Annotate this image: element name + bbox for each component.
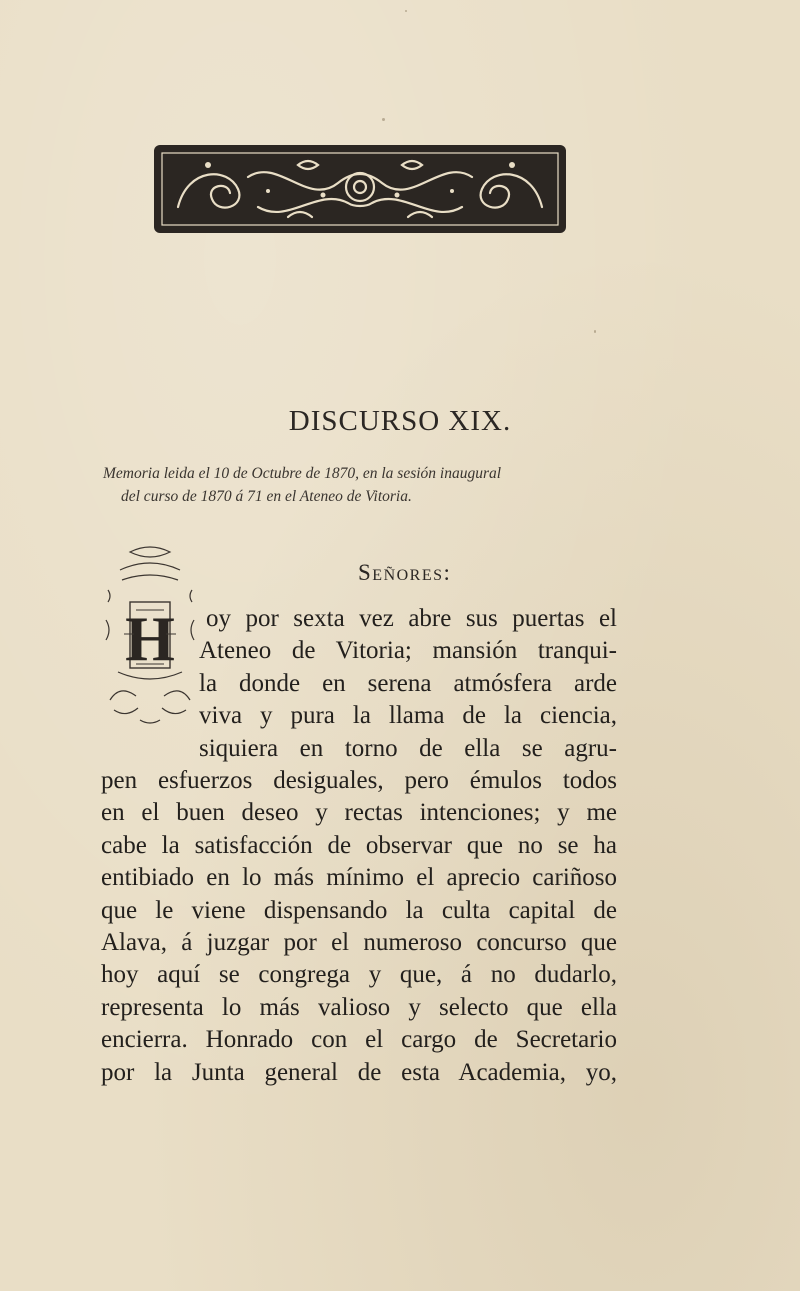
text-line: pen esfuerzos desiguales, pero émulos todos (101, 767, 617, 794)
memoria-line-2: del curso de 1870 á 71 en el Ateneo de Vitoria. (121, 488, 412, 505)
paper-speck (382, 118, 385, 121)
text-line: cabe la satisfacción de observar que no se ha (101, 831, 617, 859)
opening-paragraph-continued (101, 765, 617, 1089)
text-line: la donde en serena atmósfera arde (199, 669, 617, 697)
floral-headpiece-ornament (148, 137, 572, 241)
text-line: viva y pura la llama de la ciencia, (199, 702, 617, 730)
text-line: representa lo más valioso y selecto que ella (101, 993, 617, 1021)
text-line: hoy aquí se congrega y que, á no dudarlo, (101, 961, 617, 989)
text-line: siquiera en torno de ella se agru- (199, 734, 617, 762)
memoria-subtitle (103, 462, 623, 508)
drop-cap-letter: H (125, 603, 175, 674)
paper-speck (594, 330, 596, 333)
opening-paragraph-indented (199, 603, 617, 765)
text-line: Alava, á juzgar por el numeroso concurso que (101, 929, 617, 957)
memoria-line-1: Memoria leida el 10 de Octubre de 1870, en la sesión inaugural (103, 465, 502, 482)
text-line: en el buen deseo y rectas intenciones; y me (101, 799, 617, 827)
paper-speck (405, 10, 407, 12)
text-line: oy por sexta vez abre sus puertas el (206, 605, 617, 632)
text-line: por la Junta general de esta Academia, yo, (101, 1058, 617, 1086)
text-line: entibiado en lo más mínimo el aprecio cariñoso (101, 864, 617, 892)
salutation: Señores: (358, 560, 452, 585)
ornamental-drop-cap-h (100, 540, 200, 750)
page-title: DISCURSO XIX. (288, 405, 512, 437)
text-line: encierra. Honrado con el cargo de Secretario (101, 1026, 617, 1054)
text-line: Ateneo de Vitoria; mansión tranqui- (199, 637, 617, 665)
text-line: que le viene dispensando la culta capital de (101, 896, 617, 924)
